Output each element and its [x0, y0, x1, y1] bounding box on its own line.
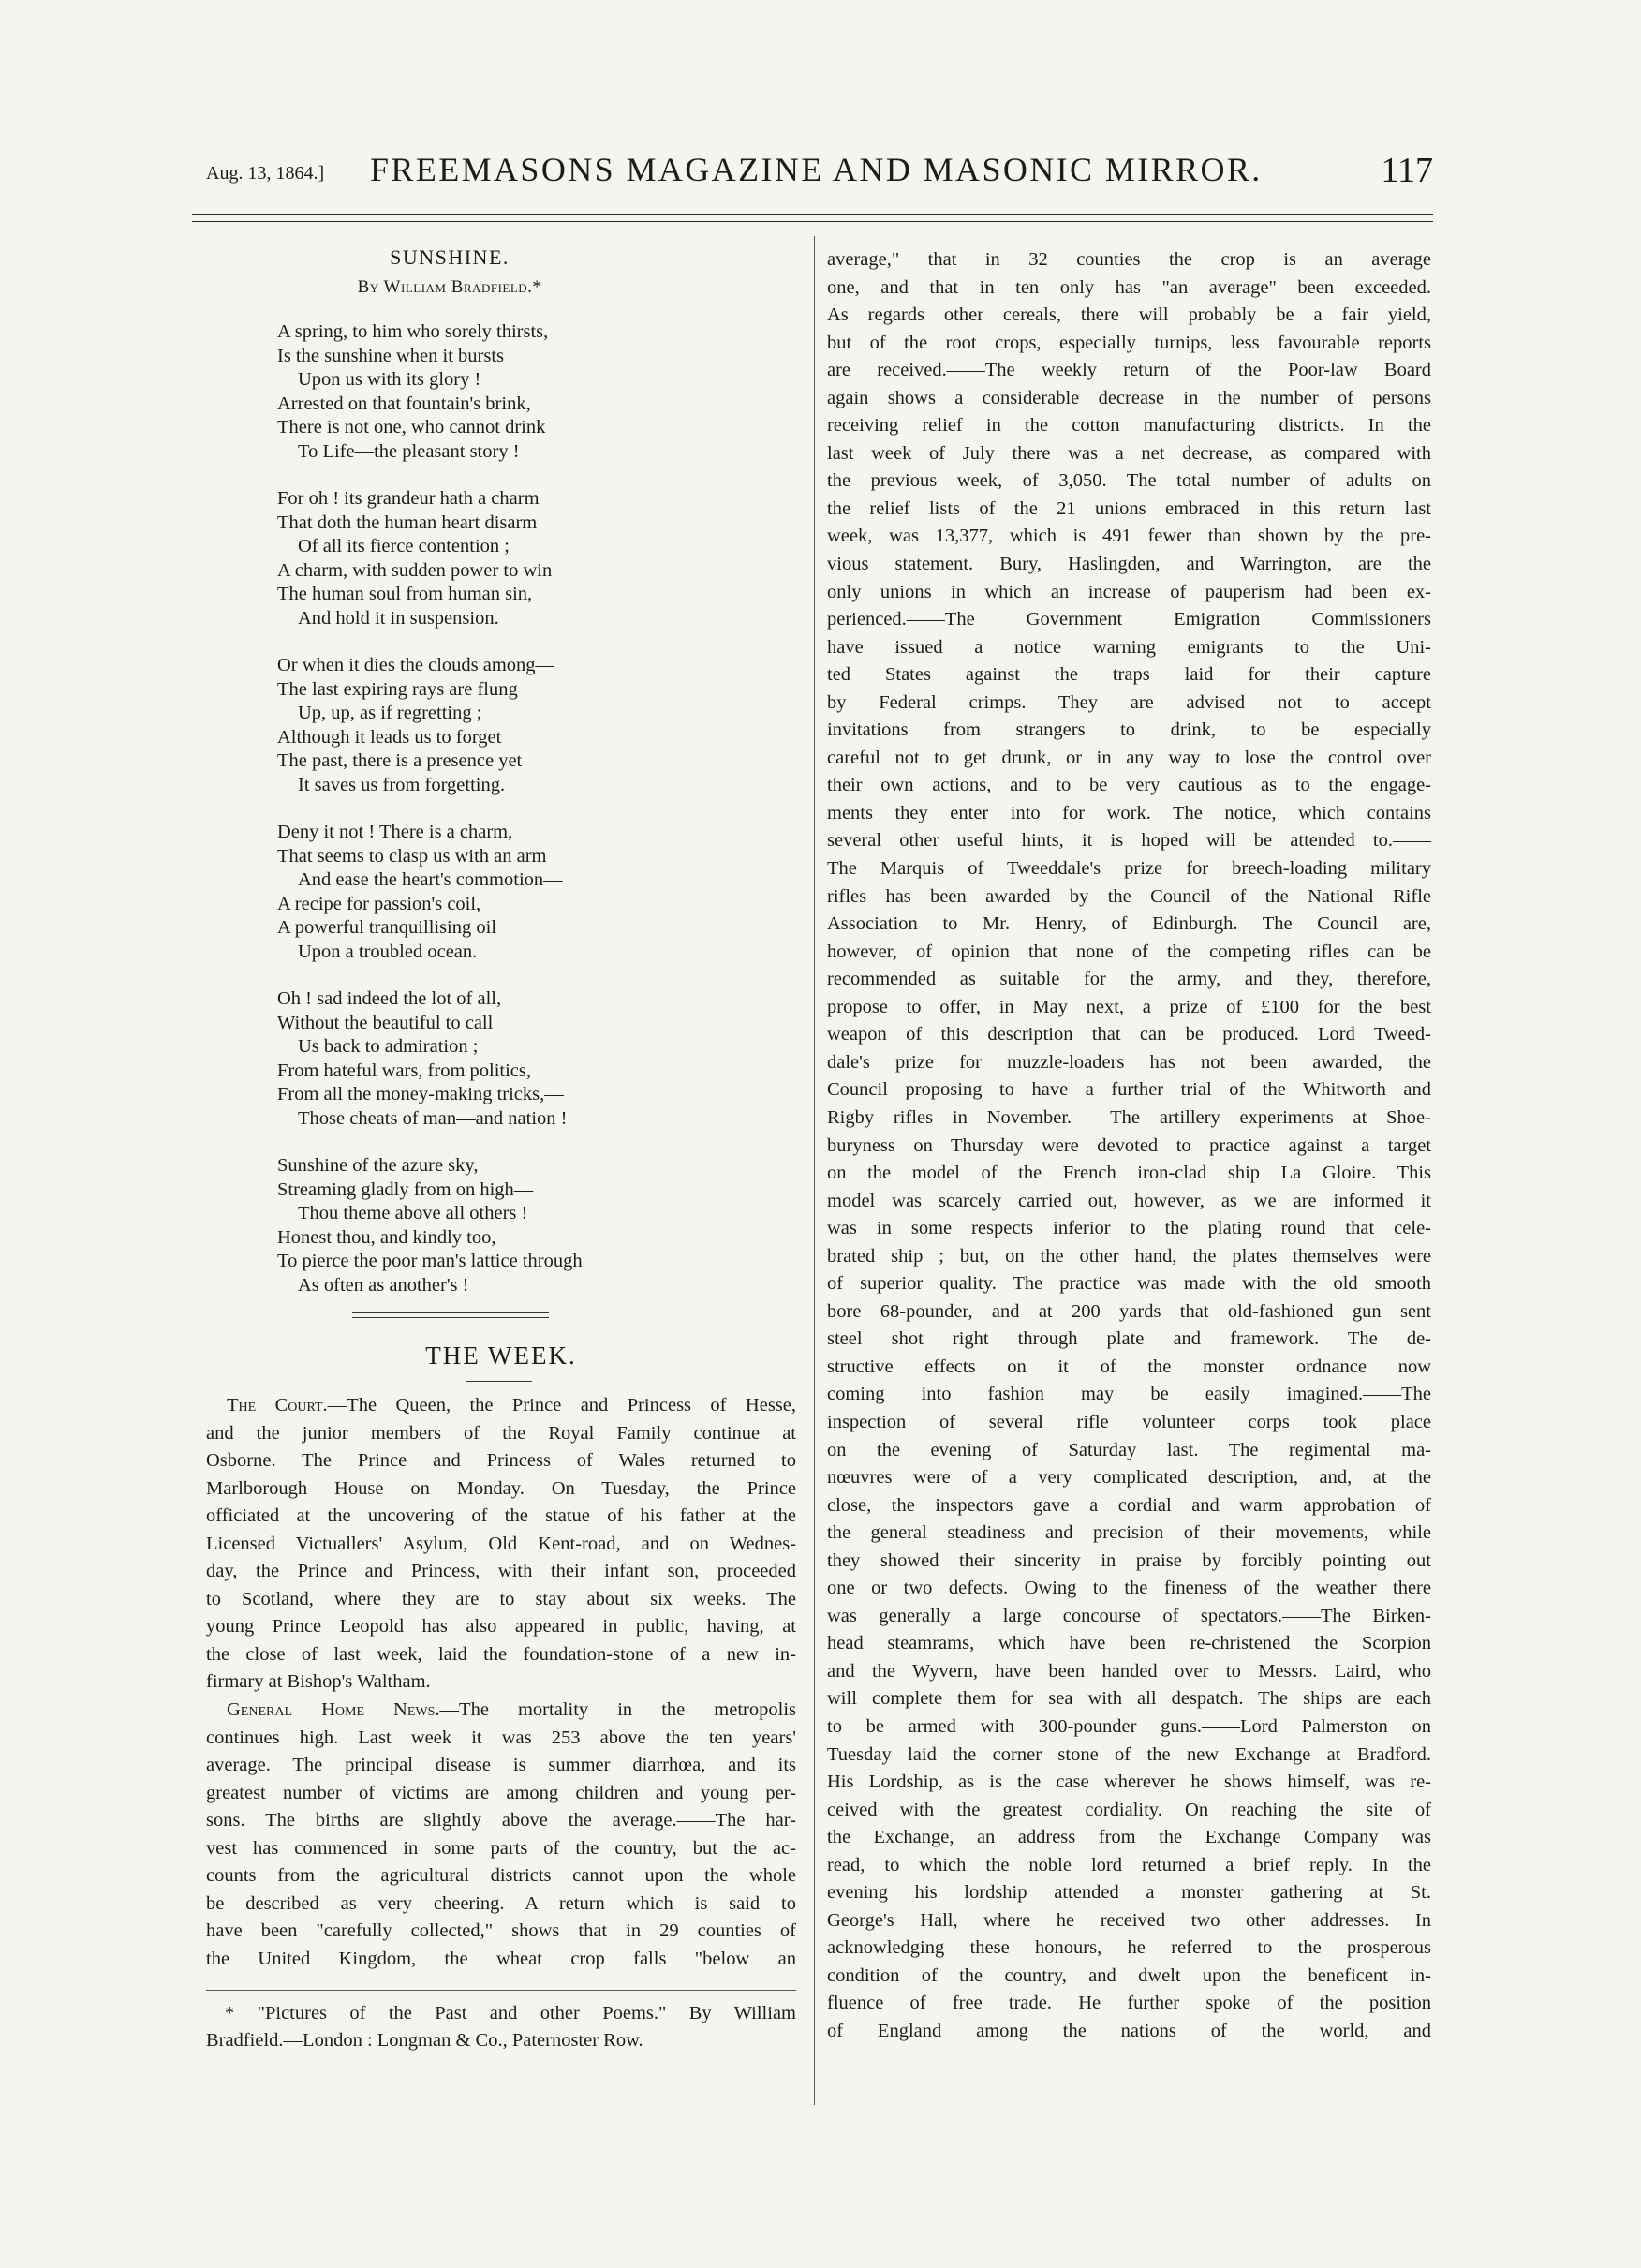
text-line: by Federal crimps. They are advised not to accept	[827, 691, 1431, 713]
text-line: the close of last week, laid the foundation-stone of a new in-	[206, 1643, 796, 1665]
text-line: the relief lists of the 21 unions embraced in this return last	[827, 497, 1431, 519]
footnote-line: Bradfield.—London : Longman & Co., Paternoster Row.	[206, 2030, 643, 2051]
poem-line: A recipe for passion's coil,	[277, 893, 481, 914]
text-line: receiving relief in the cotton manufacturing districts. In the	[827, 415, 1431, 437]
poem-line: Arrested on that fountain's brink,	[277, 393, 531, 414]
poem-line: That doth the human heart disarm	[277, 511, 538, 533]
paragraph-continued	[827, 246, 1431, 2046]
text-line: The Court.—The Queen, the Prince and Princess of Hesse,	[227, 1395, 797, 1416]
text-line: be described as very cheering. A return which is said to	[206, 1892, 796, 1914]
run-in-heading: The Court.	[227, 1395, 328, 1416]
text-line: brated ship ; but, on the other hand, the plates themselves were	[827, 1245, 1431, 1267]
text-line: Tuesday laid the corner stone of the new Exchange at Bradford.	[827, 1743, 1431, 1765]
text-line: Licensed Victuallers' Asylum, Old Kent-road, and on Wednes-	[206, 1533, 796, 1554]
text-line: evening his lordship attended a monster gathering at St.	[827, 1882, 1431, 1904]
poem-line: Us back to admiration ;	[298, 1036, 479, 1057]
run-in-heading: General Home News.	[227, 1699, 440, 1720]
text-line: steel shot right through plate and framework. The de-	[827, 1328, 1431, 1350]
text-line: however, of opinion that none of the competing rifles can be	[827, 941, 1431, 962]
poem-line: And ease the heart's commotion—	[298, 869, 563, 890]
text-line: week, was 13,377, which is 491 fewer than shown by the pre-	[827, 526, 1431, 547]
text-line: propose to offer, in May next, a prize of £100 for the best	[827, 996, 1431, 1017]
text-line: rifles has been awarded by the Council of the National Rifle	[827, 885, 1431, 907]
text-line: of superior quality. The practice was made with the old smooth	[827, 1273, 1431, 1295]
text-line: continues high. Last week it was 253 above the ten years'	[206, 1727, 796, 1748]
text-line: inspection of several rifle volunteer corps took place	[827, 1411, 1431, 1432]
masthead-title: FREEMASONS MAGAZINE AND MASONIC MIRROR.	[370, 151, 1263, 188]
text-line: vious statement. Bury, Haslingden, and Warrington, are the	[827, 554, 1431, 575]
text-line: George's Hall, where he received two other addresses. In	[827, 1909, 1431, 1931]
text-line: Rigby rifles in November.——The artillery experiments at Shoe-	[827, 1106, 1431, 1128]
poem-line: Upon a troubled ocean.	[298, 941, 478, 962]
text-line: close, the inspectors gave a cordial and warm approbation of	[827, 1494, 1431, 1516]
poem-line: The past, there is a presence yet	[277, 750, 523, 771]
paragraph-the-court	[206, 1392, 796, 1697]
poem-line: For oh ! its grandeur hath a charm	[277, 488, 540, 509]
text-line: dale's prize for muzzle-loaders has not been awarded, the	[827, 1051, 1431, 1073]
poem-title: SUNSHINE.	[390, 245, 510, 269]
text-line: have been "carefully collected," shows that in 29 counties of	[206, 1920, 796, 1941]
poem-line: Deny it not ! There is a charm,	[277, 822, 513, 842]
text-line: again shows a considerable decrease in the number of persons	[827, 387, 1431, 408]
text-line: but of the root crops, especially turnips, less favourable reports	[827, 332, 1431, 353]
footnote-line: * "Pictures of the Past and other Poems." By William	[225, 2003, 796, 2023]
poem-line: As often as another's !	[298, 1274, 469, 1296]
text-line: to be armed with 300-pounder guns.——Lord Palmerston on	[827, 1715, 1431, 1737]
poem-line: A charm, with sudden power to win	[277, 559, 553, 581]
text-line: the previous week, of 3,050. The total number of adults on	[827, 470, 1431, 492]
text-line: of England among the nations of the world, and	[827, 2021, 1431, 2041]
text-line: was generally a large concourse of spectators.——The Birken-	[827, 1605, 1431, 1626]
text-line: average," that in 32 counties the crop is an average	[827, 249, 1431, 270]
text-line: invitations from strangers to drink, to be especially	[827, 719, 1431, 741]
section-heading-the-week: THE WEEK.	[425, 1342, 577, 1370]
poem-stanza	[277, 654, 802, 797]
poem-stanza	[277, 987, 802, 1131]
text-line: head steamrams, which have been re-christened the Scorpion	[827, 1633, 1431, 1654]
text-line: their own actions, and to be very cautious as to the engage-	[827, 775, 1431, 796]
text-line: several other useful hints, it is hoped will be attended to.——	[827, 830, 1431, 852]
issue-date: Aug. 13, 1864.]	[206, 163, 325, 184]
poem-line: Is the sunshine when it bursts	[277, 345, 504, 366]
poem-line: To Life—the pleasant story !	[298, 440, 520, 462]
text-line: firmary at Bishop's Waltham.	[206, 1671, 431, 1692]
text-line: greatest number of victims are among children and young per-	[206, 1782, 796, 1803]
text-line: and the junior members of the Royal Family continue at	[206, 1422, 796, 1444]
text-line: was in some respects inferior to the plating round that cele-	[827, 1218, 1431, 1239]
text-line: Marlborough House on Monday. On Tuesday, the Prince	[206, 1477, 796, 1499]
poem-line: Thou theme above all others !	[298, 1203, 528, 1223]
heading-underline	[466, 1381, 532, 1382]
text-line: the Exchange, an address from the Exchange Company was	[827, 1827, 1431, 1848]
text-line: As regards other cereals, there will probably be a fair yield,	[827, 304, 1431, 326]
text-line: and the Wyvern, have been handed over to Messrs. Laird, who	[827, 1660, 1431, 1682]
text-line: General Home News.—The mortality in the metropolis	[227, 1699, 796, 1720]
text-line: condition of the country, and dwelt upon the beneficent in-	[827, 1964, 1431, 1986]
poem-stanza	[277, 1154, 802, 1297]
text-line: average. The principal disease is summer diarrhœa, and its	[206, 1755, 796, 1775]
text-line: fluence of free trade. He further spoke of the position	[827, 1993, 1431, 2014]
poem-line: Of all its fierce contention ;	[298, 536, 510, 556]
poem-line: Or when it dies the clouds among—	[277, 655, 555, 675]
page-header	[206, 150, 1433, 193]
text-line: ments they enter into for work. The notice, which contains	[827, 802, 1431, 823]
text-line: The Marquis of Tweeddale's prize for breech-loading military	[827, 858, 1431, 880]
poem-line: A spring, to him who sorely thirsts,	[277, 321, 549, 342]
text-line: officiated at the uncovering of the statue of his father at the	[206, 1505, 796, 1526]
text-line: counts from the agricultural districts cannot upon the whole	[206, 1865, 796, 1886]
poem-line: From all the money-making tricks,—	[277, 1084, 564, 1104]
text-line: acknowledging these honours, he referred to the prosperous	[827, 1937, 1431, 1959]
poem-stanza	[277, 821, 802, 964]
header-rule-thin	[192, 221, 1433, 222]
text-line: weapon of this description that can be produced. Lord Tweed-	[827, 1024, 1431, 1045]
text-line: His Lordship, as is the case wherever he shows himself, was re-	[827, 1771, 1431, 1793]
text-line: they showed their sincerity in praise by forcibly pointing out	[827, 1549, 1431, 1571]
poem-line: Up, up, as if regretting ;	[298, 703, 482, 723]
poem-line: Oh ! sad indeed the lot of all,	[277, 988, 502, 1009]
text-line: the general steadiness and precision of their movements, while	[827, 1522, 1431, 1544]
poem-line: Sunshine of the azure sky,	[277, 1155, 479, 1176]
text-line: on the model of the French iron-clad ship La Gloire. This	[827, 1163, 1431, 1184]
text-line: read, to which the noble lord returned a brief reply. In the	[827, 1854, 1431, 1875]
text-line: bore 68-pounder, and at 200 yards that old-fashioned gun sent	[827, 1300, 1431, 1322]
text-line: the United Kingdom, the wheat crop falls "below an	[206, 1948, 796, 1969]
poem-line: To pierce the poor man's lattice through	[277, 1251, 583, 1271]
text-line: coming into fashion may be easily imagined.——The	[827, 1384, 1431, 1405]
text-line: Council proposing to have a further trial of the Whitworth and	[827, 1079, 1431, 1101]
poem-stanza	[277, 487, 802, 630]
text-line: to Scotland, where they are to stay about six weeks. The	[206, 1588, 796, 1609]
header-rule	[192, 214, 1433, 215]
footnote	[206, 2000, 796, 2054]
section-divider-thin	[352, 1317, 549, 1318]
poem-line: Streaming gladly from on high—	[277, 1178, 534, 1200]
text-line: will complete them for sea with all despatch. The ships are each	[827, 1688, 1431, 1710]
poem-line: Although it leads us to forget	[277, 726, 502, 748]
text-line: last week of July there was a net decrease, as compared with	[827, 442, 1431, 464]
poem-stanza	[277, 320, 802, 464]
poem-line: Honest thou, and kindly too,	[277, 1226, 496, 1248]
footnote-rule	[206, 1990, 796, 1991]
text-line: day, the Prince and Princess, with their infant son, proceeded	[206, 1561, 796, 1581]
column-divider	[814, 236, 815, 2105]
text-line: Association to Mr. Henry, of Edinburgh. The Council are,	[827, 913, 1431, 935]
poem-line: The human soul from human sin,	[277, 584, 533, 604]
text-line: one or two defects. Owing to the fineness of the weather there	[827, 1578, 1431, 1599]
text-line: Osborne. The Prince and Princess of Wales returned to	[206, 1450, 796, 1471]
poem-line: That seems to clasp us with an arm	[277, 845, 547, 867]
poem-line: There is not one, who cannot drink	[277, 417, 546, 437]
poem-line: The last expiring rays are flung	[277, 678, 518, 700]
poem-line: Those cheats of man—and nation !	[298, 1107, 568, 1129]
text-line: careful not to get drunk, or in any way to lose the control over	[827, 747, 1431, 768]
text-line: sons. The births are slightly above the average.——The har-	[206, 1810, 796, 1831]
text-line: vest has commenced in some parts of the country, but the ac-	[206, 1837, 796, 1859]
text-line: are received.——The weekly return of the Poor-law Board	[827, 360, 1431, 381]
text-line: structive effects on it of the monster ordnance now	[827, 1356, 1431, 1377]
text-line: model was scarcely carried out, however, as we are informed it	[827, 1190, 1431, 1211]
text-line: recommended as suitable for the army, and they, therefore,	[827, 969, 1431, 990]
poem-line: Without the beautiful to call	[277, 1012, 494, 1033]
text-line: ceived with the greatest cordiality. On reaching the site of	[827, 1799, 1431, 1820]
text-line: only unions in which an increase of pauperism had been ex-	[827, 581, 1431, 602]
text-line: young Prince Leopold has also appeared in public, having, at	[206, 1616, 796, 1637]
text-line: on the evening of Saturday last. The regimental ma-	[827, 1439, 1431, 1460]
page-number: 117	[1381, 151, 1433, 190]
section-divider	[352, 1312, 549, 1313]
poem-line: From hateful wars, from politics,	[277, 1060, 532, 1081]
text-line: one, and that in ten only has "an average" been exceeded.	[827, 276, 1431, 298]
poem-line: And hold it in suspension.	[298, 607, 499, 629]
poem-line: A powerful tranquillising oil	[277, 917, 497, 938]
poem-author: By William Bradfield.*	[357, 277, 542, 297]
poem-line: It saves us from forgetting.	[298, 774, 506, 795]
paragraph-general-home-news	[206, 1697, 796, 1973]
text-line: perienced.——The Government Emigration Commissioners	[827, 609, 1431, 630]
text-line: ted States against the traps laid for their capture	[827, 664, 1431, 686]
poem-line: Upon us with its glory !	[298, 369, 481, 390]
text-line: nœuvres were of a very complicated description, and, at the	[827, 1467, 1431, 1489]
text-line: buryness on Thursday were devoted to practice against a target	[827, 1134, 1431, 1156]
text-line: have issued a notice warning emigrants to the Uni-	[827, 636, 1431, 658]
